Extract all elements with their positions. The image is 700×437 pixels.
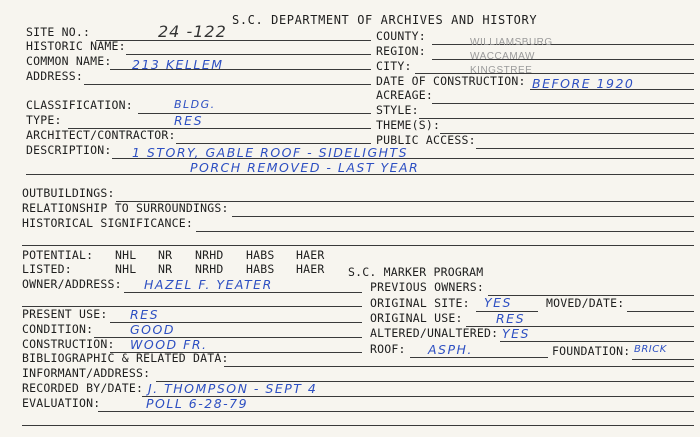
relationship-line [232, 216, 694, 217]
listed-habs: HABS [246, 262, 275, 276]
condition-value: GOOD [130, 322, 175, 337]
roof-line [410, 357, 548, 358]
card-header: S.C. DEPARTMENT OF ARCHIVES AND HISTORY [232, 13, 538, 27]
listed-nr: NR [158, 262, 173, 276]
listed-nhl: NHL [115, 262, 137, 276]
date-of-construction-label: DATE OF CONSTRUCTION: [376, 74, 526, 88]
classification-line [138, 113, 371, 114]
potential-nhl: NHL [115, 248, 137, 262]
previous-owners-label: PREVIOUS OWNERS: [370, 280, 484, 294]
common-name-label: COMMON NAME: [26, 54, 112, 68]
description-label: DESCRIPTION: [26, 143, 112, 157]
foundation-label: FOUNDATION: [552, 344, 631, 358]
outbuildings-label: OUTBUILDINGS: [22, 186, 115, 200]
date-of-construction-value: BEFORE 1920 [532, 76, 635, 91]
moved-date-label: MOVED/DATE: [546, 296, 625, 310]
historical-significance-label: HISTORICAL SIGNIFICANCE: [22, 216, 193, 230]
themes-label: THEME(S): [376, 118, 441, 132]
evaluation-value: POLL 6-28-79 [146, 396, 249, 411]
potential-habs: HABS [246, 248, 275, 262]
recorded-by-value: J. THOMPSON - SEPT 4 [148, 381, 318, 396]
public-access-line [476, 148, 694, 149]
owner-label: OWNER/ADDRESS: [22, 277, 122, 291]
altered-label: ALTERED/UNALTERED: [370, 326, 499, 340]
acreage-line [432, 103, 694, 104]
region-label: REGION: [376, 44, 426, 58]
altered-line [500, 341, 694, 342]
type-label: TYPE: [26, 113, 62, 127]
historical-significance-line [196, 231, 694, 232]
owner-value: HAZEL F. YEATER [144, 277, 273, 292]
historic-name-line [126, 54, 371, 55]
altered-value: YES [502, 326, 530, 341]
address-label: ADDRESS: [26, 69, 83, 83]
evaluation-label: EVALUATION: [22, 396, 101, 410]
original-site-value: YES [484, 295, 512, 310]
site-no-value: 24 -122 [158, 22, 227, 41]
condition-label: CONDITION: [22, 322, 94, 336]
architect-label: ARCHITECT/CONTRACTOR: [26, 128, 176, 142]
architect-line [176, 143, 371, 144]
potential-haer: HAER [296, 248, 325, 262]
construction-label: CONSTRUCTION: [22, 337, 115, 351]
roof-value: ASPH. [428, 342, 473, 357]
historic-name-label: HISTORIC NAME: [26, 39, 126, 53]
bibliographic-line [224, 366, 694, 367]
foundation-value: BRICK [634, 344, 667, 355]
recorded-by-label: RECORDED BY/DATE: [22, 381, 144, 395]
address-line [84, 84, 371, 85]
evaluation-line-2 [22, 425, 694, 426]
common-name-value: 213 KELLEM [132, 57, 224, 72]
original-use-line [466, 326, 694, 327]
bibliographic-label: BIBLIOGRAPHIC & RELATED DATA: [22, 351, 229, 365]
original-site-label: ORIGINAL SITE: [370, 296, 470, 310]
city-stamp: KINGSTREE [470, 65, 533, 76]
moved-date-line [627, 311, 694, 312]
original-use-label: ORIGINAL USE: [370, 311, 463, 325]
informant-label: INFORMANT/ADDRESS: [22, 366, 151, 380]
themes-line [440, 133, 694, 134]
classification-value: BLDG. [174, 98, 216, 111]
original-use-value: RES [496, 311, 526, 326]
potential-nr: NR [158, 248, 173, 262]
potential-label: POTENTIAL: [22, 248, 94, 262]
listed-nrhd: NRHD [195, 262, 224, 276]
description-value-2: PORCH REMOVED - LAST YEAR [190, 160, 420, 175]
type-value: RES [174, 113, 204, 128]
site-no-line [96, 40, 371, 41]
owner-line [124, 292, 362, 293]
foundation-line [632, 359, 694, 360]
county-stamp: WILLIAMSBURG [470, 37, 553, 48]
acreage-label: ACREAGE: [376, 88, 433, 102]
classification-label: CLASSIFICATION: [26, 98, 133, 112]
county-label: COUNTY: [376, 29, 426, 43]
evaluation-line [98, 411, 694, 412]
historical-significance-line-2 [22, 245, 694, 246]
present-use-label: PRESENT USE: [22, 307, 108, 321]
present-use-value: RES [130, 307, 160, 322]
potential-nrhd: NRHD [195, 248, 224, 262]
region-stamp: WACCAMAW [470, 51, 535, 62]
roof-label: ROOF: [370, 342, 406, 356]
listed-label: LISTED: [22, 262, 72, 276]
site-no-label: SITE NO.: [26, 25, 91, 39]
listed-haer: HAER [296, 262, 325, 276]
style-line [419, 118, 694, 119]
relationship-label: RELATIONSHIP TO SURROUNDINGS: [22, 201, 229, 215]
style-label: STYLE: [376, 103, 419, 117]
marker-program-label: S.C. MARKER PROGRAM [348, 265, 484, 279]
public-access-label: PUBLIC ACCESS: [376, 133, 476, 147]
city-label: CITY: [376, 59, 412, 73]
description-value-1: 1 STORY, GABLE ROOF - SIDELIGHTS [132, 145, 409, 160]
construction-value: WOOD FR. [130, 337, 208, 352]
